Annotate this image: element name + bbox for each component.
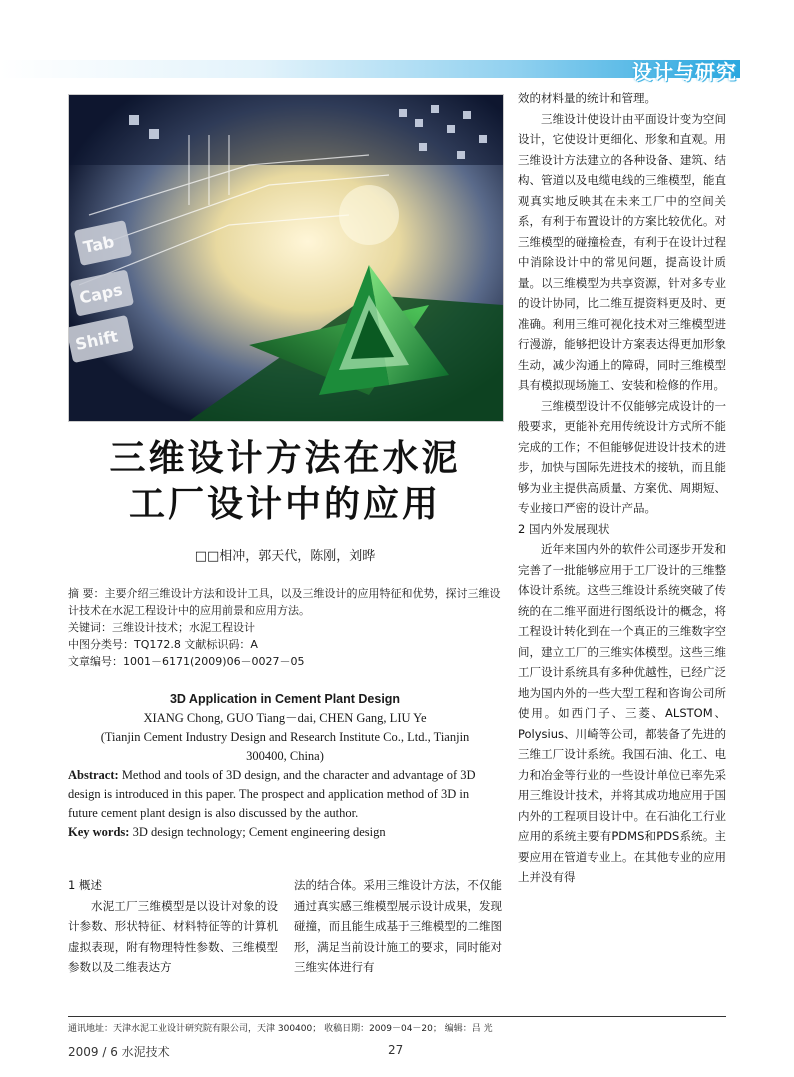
section-2-heading: 2 国内外发展现状 <box>518 521 610 536</box>
keywords-text: 3D design technology; Cement engineering design <box>129 825 386 839</box>
body-column-right <box>518 88 726 888</box>
english-authors: XIANG Chong, GUO Tiang－dai, CHEN Gang, LIU Ye <box>143 711 427 725</box>
abstract-cn-text: 摘 要：主要介绍三维设计方法和设计工具，以及三维设计的应用特征和优势，探讨三维设计技术在水泥工程设计中的应用前景和应用方法。 <box>68 587 501 617</box>
header-bar <box>0 60 740 78</box>
body-column-bottom-middle <box>294 875 502 978</box>
footnote-divider <box>68 1016 726 1017</box>
authors-cn: □□相冲，郭天代，陈刚，刘晔 <box>194 549 376 564</box>
abstract-cn <box>68 585 502 670</box>
article-title <box>68 436 502 528</box>
english-keywords <box>68 823 502 842</box>
right-paragraph-3: 近年来国内外的软件公司逐步开发和完善了一批能够应用于工厂设计的三维整体设计系统。这些三维设计系统突破了传统的在二维平面进行图纸设计的概念，将工程设计转化到在一个真正的三维数字空间，建立工厂的三维实体模型。这些三维工厂设计系统具有多种优越性，已经广泛地为国内外的一些大型工程和咨询公司所使用。如西门子、三菱、ALSTOM、Polysius、川崎等公司，都装备了先进的三维工厂设计系统。我国石油、化工、电力和冶金等行业的一些设计单位已率先采用三维设计技术，并将其成功地应用于国内外的工程项目设计中。在石油化工行业应用的系统主要有PDMS和PDS系统。主要应用在管道专业上。在其他专业的应用上并没有得 <box>518 542 726 884</box>
english-affiliation-1: (Tianjin Cement Industry Design and Research Institute Co., Ltd., Tianjin <box>100 730 470 744</box>
hero-key-shift: Shift <box>73 326 120 354</box>
english-title: 3D Application in Cement Plant Design <box>169 692 401 706</box>
keywords-cn: 关键词：三维设计技术；水泥工程设计 <box>68 621 255 634</box>
section-1-heading: 1 概述 <box>68 878 102 892</box>
title-line-1: 三维设计方法在水泥 <box>109 438 461 479</box>
footer-issue: 2009 / 6 水泥技术 <box>68 1045 170 1059</box>
english-abstract-block <box>68 690 502 842</box>
english-abstract <box>68 766 502 823</box>
clc-number: 中图分类号：TQ172.8 文献标识码：A <box>68 638 258 651</box>
abstract-text: Method and tools of 3D design, and the character and advantage of 3D design is introduced in this paper. The prospect and application method of 3D in future cement plant design is also discussed by the author. <box>68 768 476 820</box>
section-tag: 设计与研究 <box>632 60 737 84</box>
footnote: 通讯地址：天津水泥工业设计研究院有限公司，天津 300400； 收稿日期：2009－04－20； 编辑：吕 光 <box>68 1024 493 1034</box>
section-1-paragraph-1: 水泥工厂三维模型是以设计对象的设计参数、形状特征、材料特征等的计算机虚拟表现，附有物理特性参数、三维模型参数以及二维表达方 <box>68 898 278 974</box>
middle-paragraph-1: 法的结合体。采用三维设计方法，不仅能通过真实感三维模型展示设计成果，发现碰撞，而且能生成基于三维模型的二维图形，满足当前设计施工的要求，同时能对三维实体进行有 <box>294 878 502 974</box>
hero-key-caps: Caps <box>77 279 125 308</box>
keywords-label: Key words: <box>68 825 130 839</box>
english-affiliation-2: 300400, China) <box>246 749 324 763</box>
body-column-bottom-left <box>68 875 278 978</box>
article-number: 文章编号：1001－6171(2009)06－0027－05 <box>68 655 305 668</box>
right-paragraph-0: 效的材料量的统计和管理。 <box>518 91 656 105</box>
hero-image <box>68 94 504 422</box>
page-number: 27 <box>388 1043 404 1057</box>
right-paragraph-1: 三维设计使设计由平面设计变为空间设计，它使设计更细化、形象和直观。用三维设计方法建立的各种设备、建筑、结构、管道以及电缆电线的三维模型，能直观真实地反映其在未来工厂中的空间关系，有利于布置设计的方案比较优化。对三维模型的碰撞检查，有利于在设计过程中消除设计中的常见问题，提高设计质量。以三维模型为共享资源，针对多专业的设计协同，比二维互提资料更及时、更准确。利用三维可视化技术对三维模型进行漫游，能够把设计方案表达得更加形象生动，减少沟通上的障碍，同时三维模型具有模拟现场施工、安装和检修的作用。 <box>518 111 726 392</box>
abstract-label: Abstract: <box>68 768 119 782</box>
title-line-2: 工厂设计中的应用 <box>128 484 441 525</box>
hero-key-tab: Tab <box>81 231 116 257</box>
right-paragraph-2: 三维模型设计不仅能够完成设计的一般要求，更能补充用传统设计方式所不能完成的工作；不但能够促进设计技术的进步，加快与国际先进技术的接轨，而且能够为业主提供高质量、方案优、周期短、专业接口严密的设计产品。 <box>518 398 726 515</box>
